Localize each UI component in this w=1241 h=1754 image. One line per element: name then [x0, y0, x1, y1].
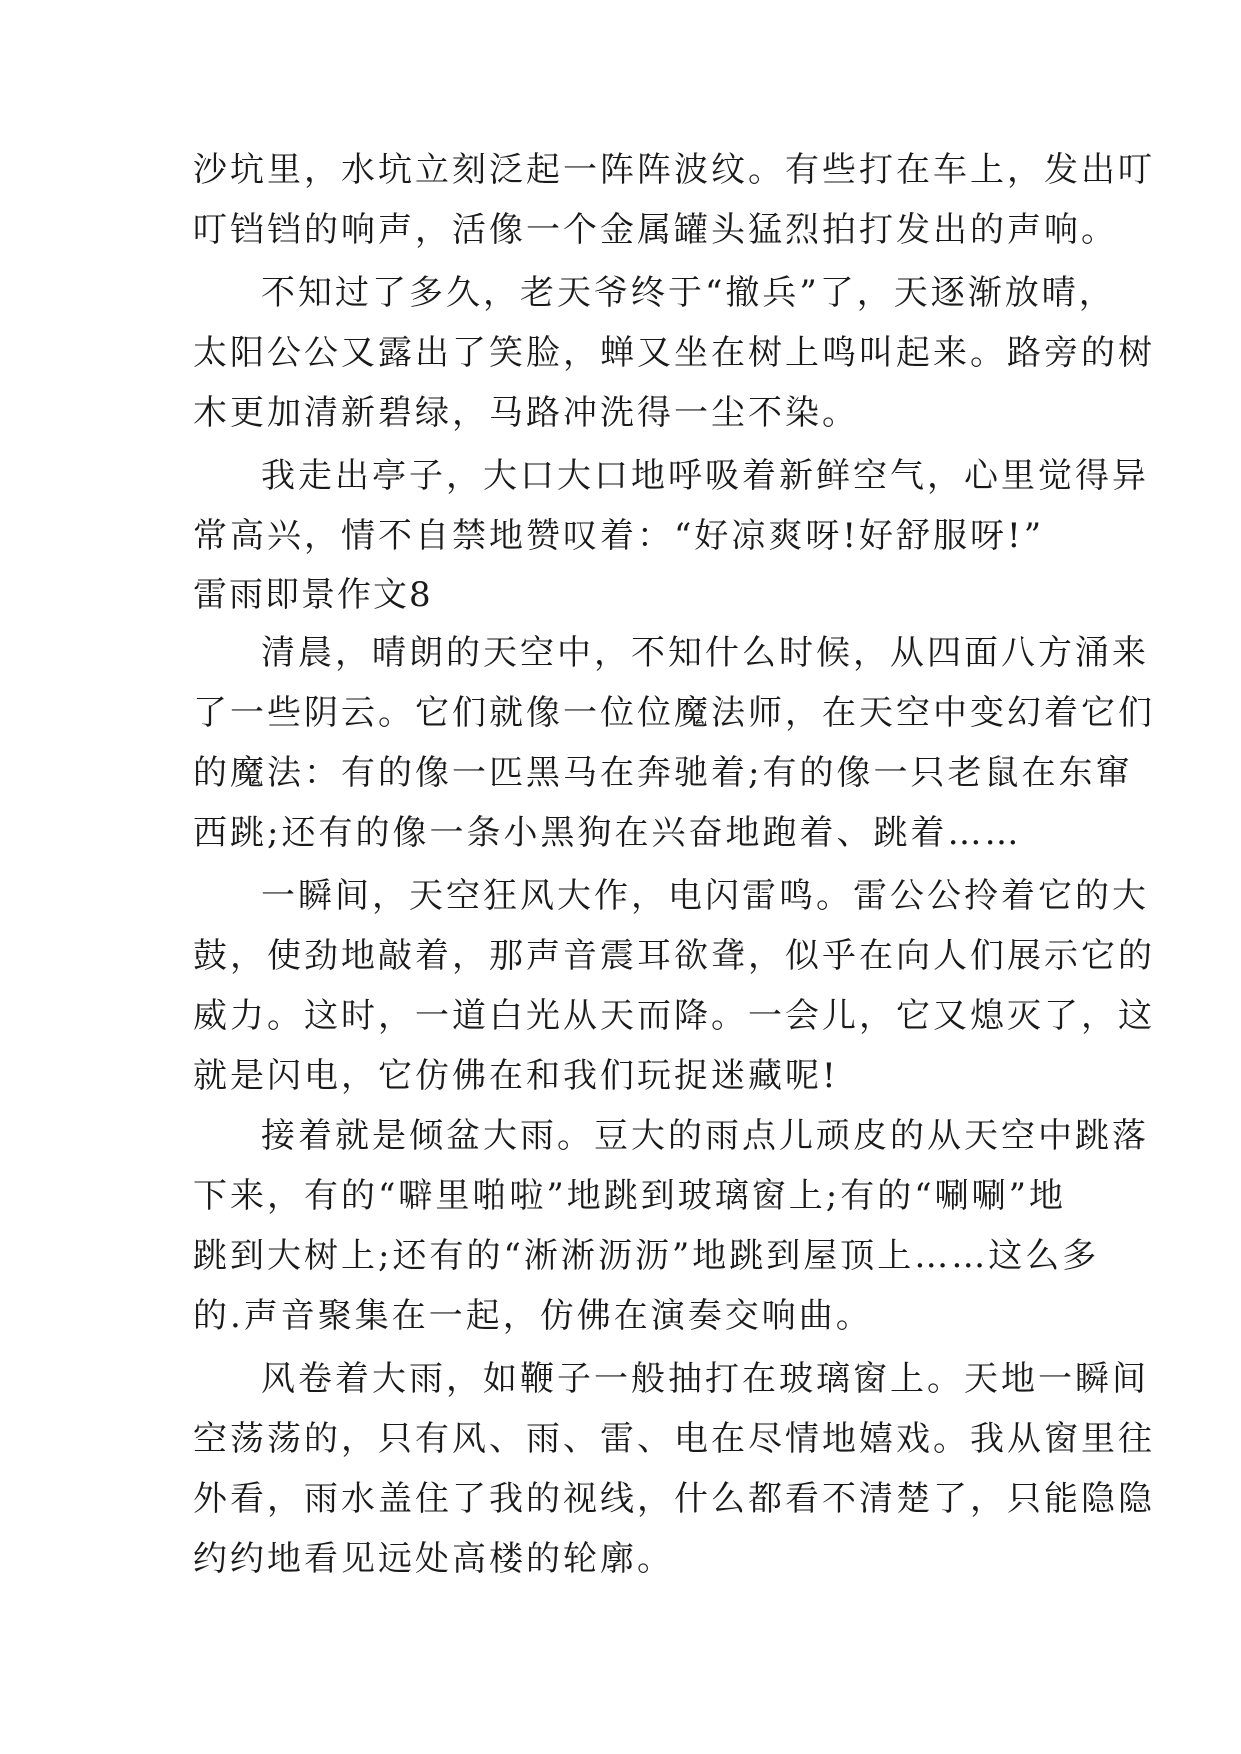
text-line: 下来，有的“噼里啪啦”地跳到玻璃窗上;有的“唰唰”地 [193, 1176, 1066, 1216]
text-line: 约约地看见远处高楼的轮廓。 [193, 1539, 674, 1579]
text-line: 鼓，使劲地敲着，那声音震耳欲聋，似乎在向人们展示它的 [193, 936, 1155, 976]
section-heading: 雷雨即景作文8 [193, 575, 433, 615]
text-line: 叮铛铛的响声，活像一个金属罐头猛烈拍打发出的声响。 [193, 210, 1118, 250]
paragraph-first-line: 风卷着大雨，如鞭子一般抽打在玻璃窗上。天地一瞬间 [261, 1359, 1149, 1399]
text-line: 威力。这时，一道白光从天而降。一会儿，它又熄灭了，这 [193, 996, 1155, 1036]
text-line: 木更加清新碧绿，马路冲洗得一尘不染。 [193, 393, 859, 433]
paragraph-first-line: 清晨，晴朗的天空中，不知什么时候，从四面八方涌来 [261, 633, 1149, 673]
text-line: 的.声音聚集在一起，仿佛在演奏交响曲。 [193, 1296, 873, 1336]
text-line: 太阳公公又露出了笑脸，蝉又坐在树上鸣叫起来。路旁的树 [193, 333, 1155, 373]
paragraph-first-line: 我走出亭子，大口大口地呼吸着新鲜空气，心里觉得异 [261, 456, 1149, 496]
text-line: 空荡荡的，只有风、雨、雷、电在尽情地嬉戏。我从窗里往 [193, 1419, 1155, 1459]
text-line: 跳到大树上;还有的“淅淅沥沥”地跳到屋顶上……这么多 [193, 1236, 1100, 1276]
text-line: 沙坑里，水坑立刻泛起一阵阵波纹。有些打在车上，发出叮 [193, 150, 1155, 190]
text-line: 就是闪电，它仿佛在和我们玩捉迷藏呢! [193, 1056, 839, 1096]
text-line: 的魔法：有的像一匹黑马在奔驰着;有的像一只老鼠在东窜 [193, 753, 1133, 793]
paragraph-first-line: 一瞬间，天空狂风大作，电闪雷鸣。雷公公拎着它的大 [261, 876, 1149, 916]
paragraph-first-line: 接着就是倾盆大雨。豆大的雨点儿顽皮的从天空中跳落 [261, 1116, 1149, 1156]
text-line: 常高兴，情不自禁地赞叹着：“好凉爽呀!好舒服呀!” [193, 516, 1045, 556]
text-line: 外看，雨水盖住了我的视线，什么都看不清楚了，只能隐隐 [193, 1479, 1155, 1519]
paragraph-first-line: 不知过了多久，老天爷终于“撤兵”了，天逐渐放晴， [261, 273, 1116, 313]
text-line: 了一些阴云。它们就像一位位魔法师，在天空中变幻着它们 [193, 693, 1155, 733]
text-line: 西跳;还有的像一条小黑狗在兴奋地跑着、跳着…… [193, 813, 1022, 853]
